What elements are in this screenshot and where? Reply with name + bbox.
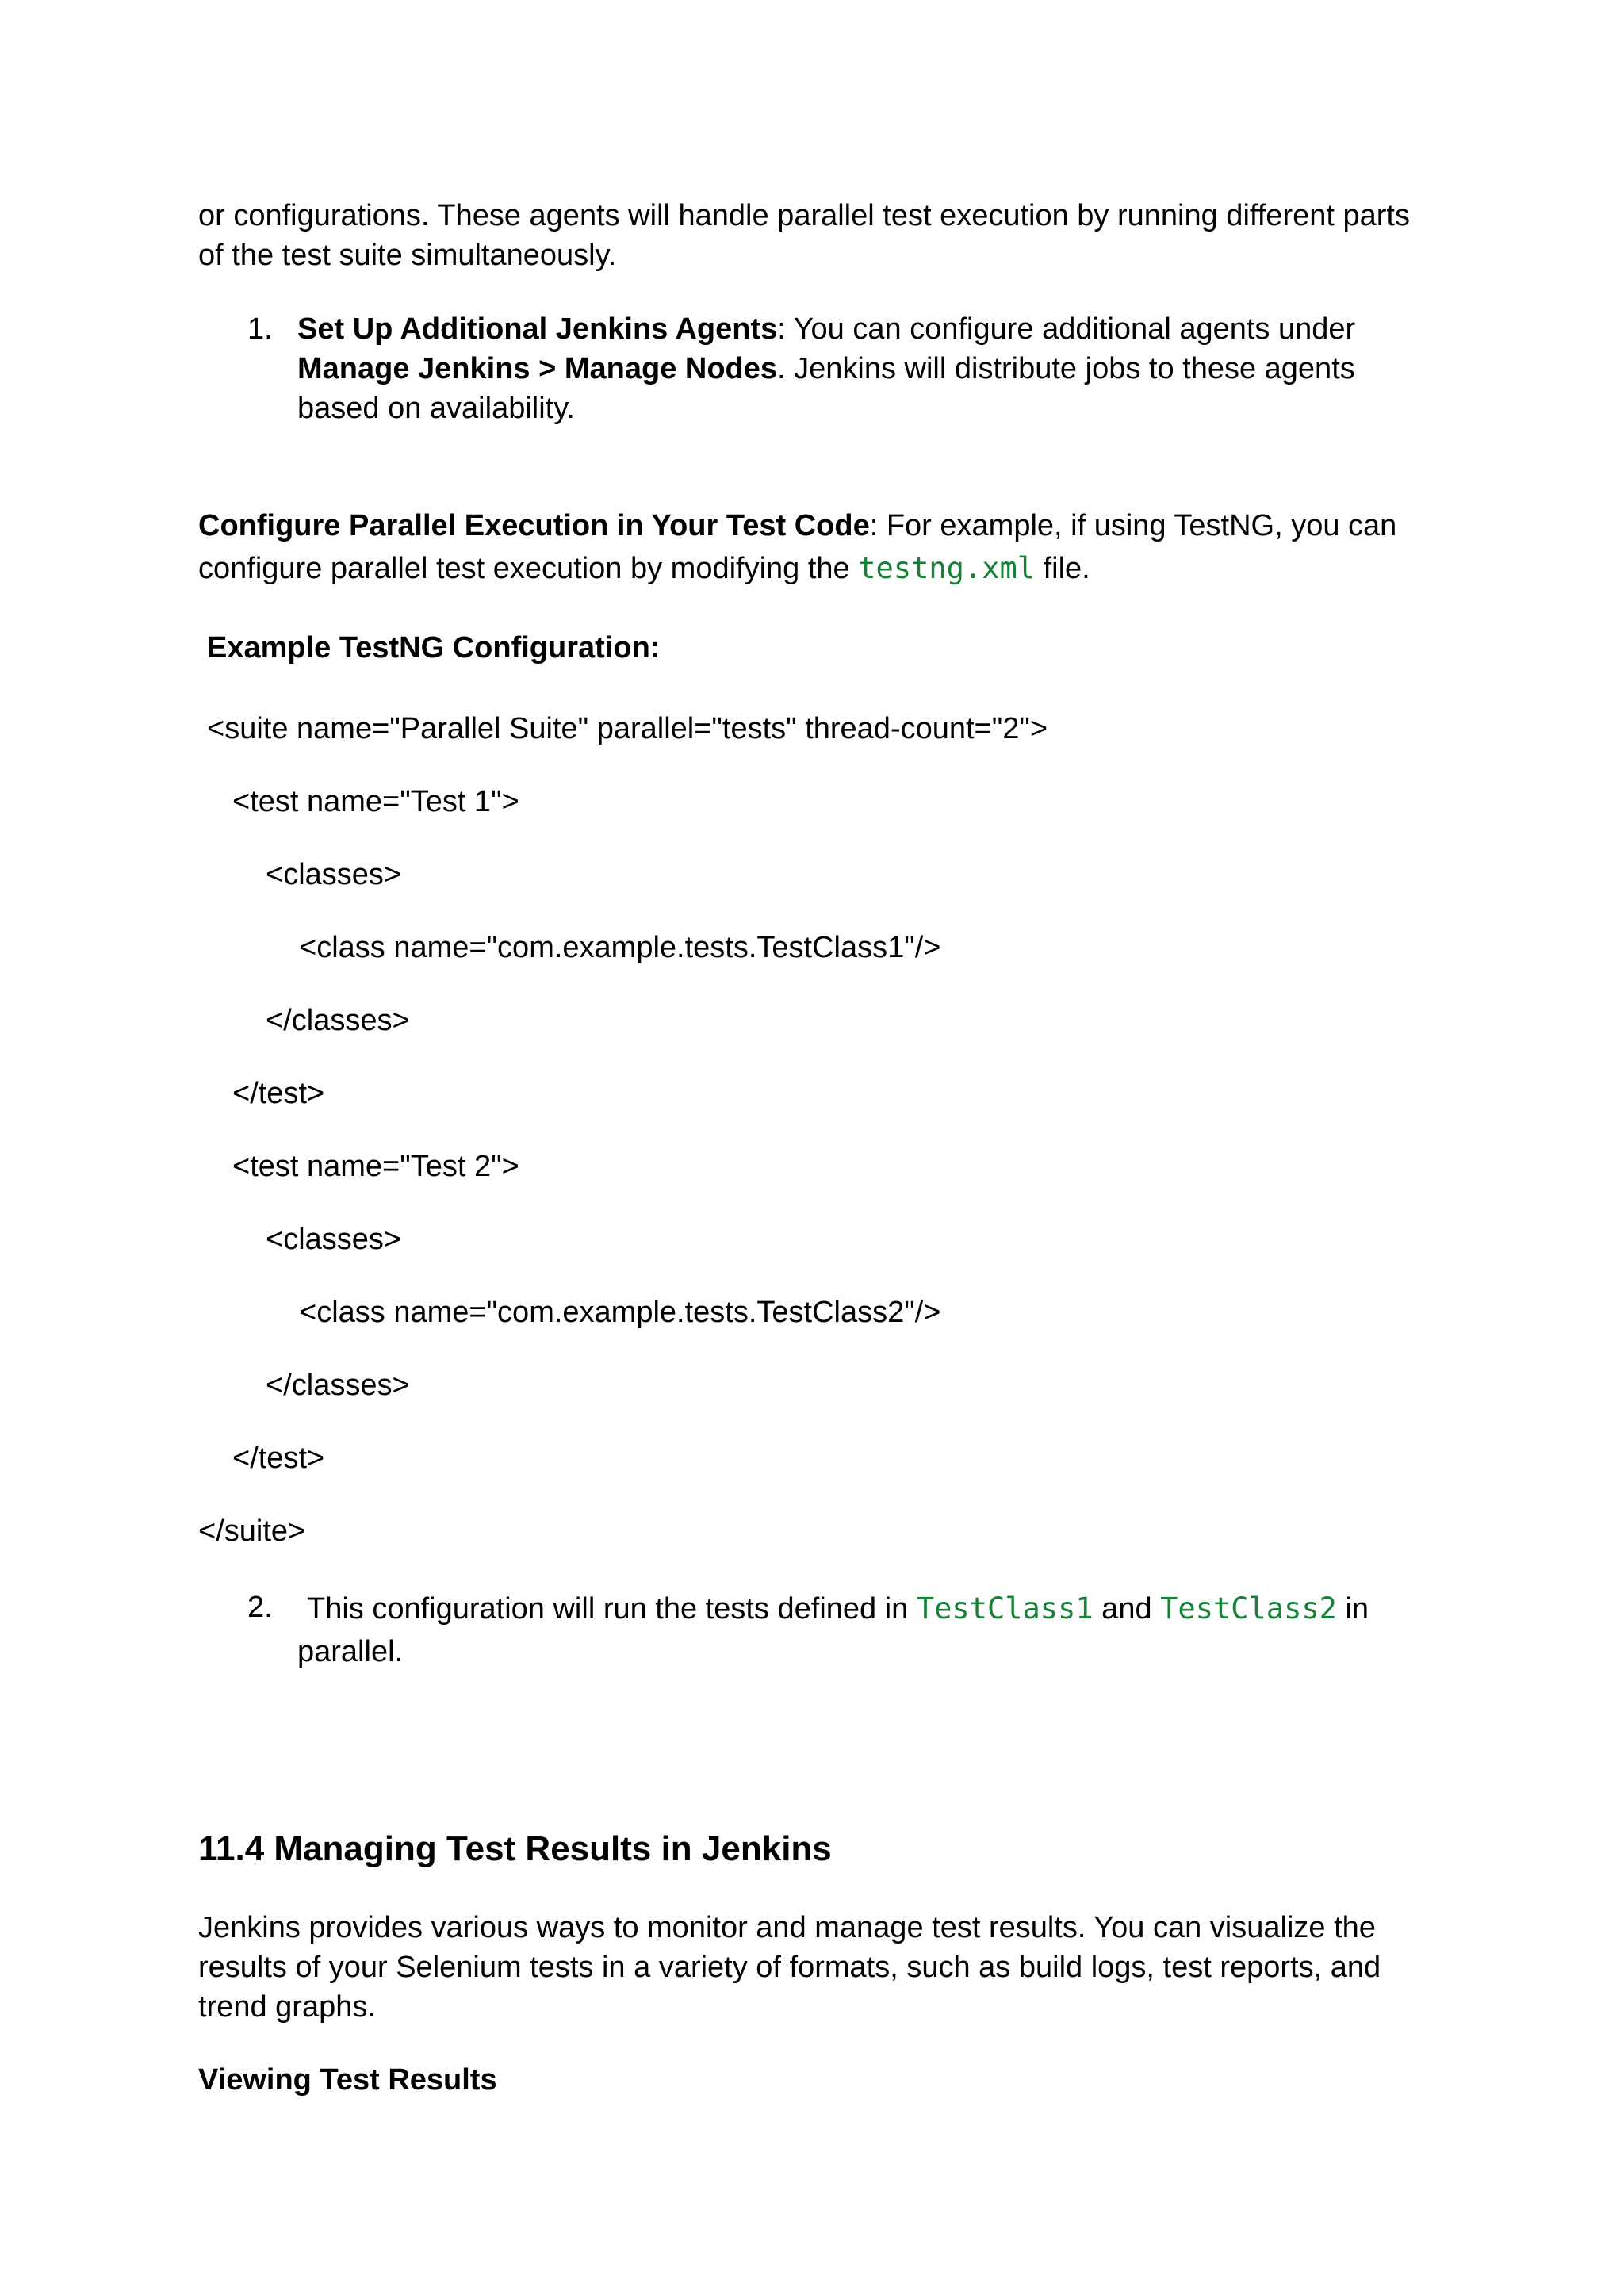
xml-line: </classes>	[266, 1004, 410, 1037]
section-body-text: Jenkins provides various ways to monitor and manage test results. You can visualize the results of your Selenium tests in a variety of formats, such as build logs, test reports, and trend graphs.	[198, 1911, 1381, 2024]
configure-text-b: file.	[1035, 552, 1090, 585]
list-item-2-code-1: TestClass1	[916, 1591, 1094, 1626]
xml-line: <class name="com.example.tests.TestClass2"/>	[299, 1296, 941, 1329]
list-item-1-text-a: : You can configure additional agents under	[777, 312, 1356, 346]
list-item-2-text-a: This configuration will run the tests defined in	[307, 1592, 917, 1626]
section-body	[198, 1908, 1435, 2027]
xml-line: <test name="Test 2">	[232, 1150, 519, 1183]
list-item-2-number: 2.	[247, 1591, 273, 1624]
list-item-1	[297, 309, 1439, 428]
xml-line: <classes>	[266, 858, 402, 891]
intro-paragraph	[198, 196, 1435, 275]
xml-line: <test name="Test 1">	[232, 785, 519, 818]
xml-line: <classes>	[266, 1223, 402, 1256]
xml-line: </classes>	[266, 1369, 410, 1402]
configure-paragraph	[198, 504, 1435, 590]
xml-line: <suite name="Parallel Suite" parallel="tests" thread-count="2">	[207, 712, 1048, 745]
list-item-2	[297, 1587, 1439, 1673]
list-item-2-code-2: TestClass2	[1160, 1591, 1337, 1626]
xml-line: <class name="com.example.tests.TestClass1"/>	[299, 931, 941, 964]
intro-text: or configurations. These agents will handle parallel test execution by running different parts of the test suite simultaneously.	[198, 199, 1410, 272]
xml-line: </test>	[232, 1442, 325, 1475]
xml-line: </suite>	[198, 1515, 306, 1548]
section-heading: 11.4 Managing Test Results in Jenkins	[198, 1829, 832, 1868]
configure-text-a: : For example, if using TestNG, you can configure parallel test execution by modifying the	[198, 509, 1397, 585]
list-item-2-text-b: and	[1093, 1592, 1161, 1626]
configure-code-testng: testng.xml	[858, 551, 1036, 585]
list-item-1-text-b: . Jenkins will distribute jobs to these agents based on availability.	[297, 352, 1355, 425]
example-title: Example TestNG Configuration:	[207, 631, 661, 664]
configure-bold-lead: Configure Parallel Execution in Your Test Code	[198, 509, 870, 542]
list-item-1-bold-lead: Set Up Additional Jenkins Agents	[297, 312, 778, 346]
list-item-2-text-c: in parallel.	[297, 1592, 1369, 1668]
list-item-1-number: 1.	[247, 312, 273, 346]
section-subheading: Viewing Test Results	[198, 2063, 497, 2097]
list-item-1-bold-path: Manage Jenkins > Manage Nodes	[297, 352, 778, 385]
xml-line: </test>	[232, 1077, 325, 1110]
